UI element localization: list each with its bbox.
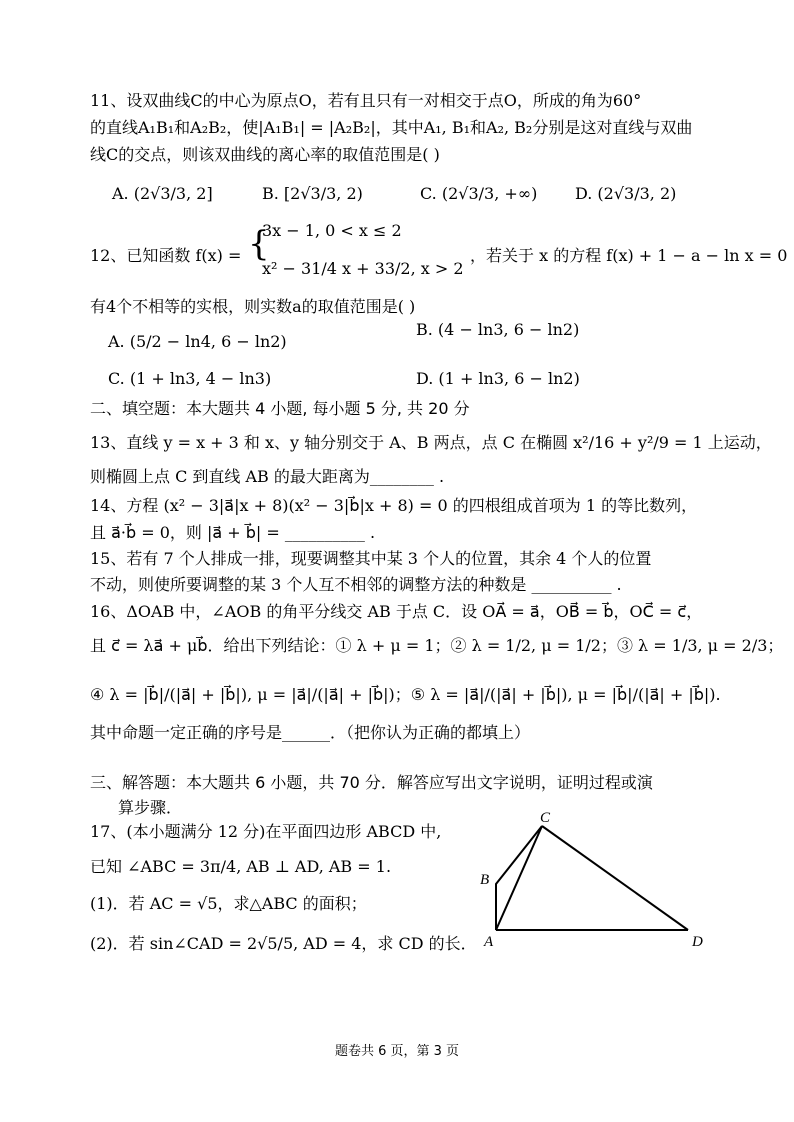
q11-option-b: B. [2√3/3, 2) bbox=[262, 184, 363, 203]
label-c: C bbox=[540, 812, 551, 826]
section-3-heading: 三、解答题：本大题共 6 小题，共 70 分．解答应写出文字说明，证明过程或演 bbox=[90, 773, 653, 792]
q17-line-2: 已知 ∠ABC = 3π/4, AB ⊥ AD, AB = 1. bbox=[90, 857, 392, 876]
q14-line-2: 且 a⃗·b⃗ = 0，则 |a⃗ + b⃗| = __________ . bbox=[90, 523, 376, 542]
q14-line-1: 14、方程 (x² − 3|a⃗|x + 8)(x² − 3|b⃗|x + 8) = 0 的四根组成首项为 1 的等比数列， bbox=[90, 496, 698, 515]
q17-line-1: 17、(本小题满分 12 分)在平面四边形 ABCD 中, bbox=[90, 822, 442, 841]
q11-line-1: 11、设双曲线C的中心为原点O，若有且只有一对相交于点O，所成的角为60° bbox=[90, 91, 642, 110]
q11-line-3: 线C的交点，则该双曲线的离心率的取值范围是( ) bbox=[90, 145, 440, 164]
q13-line-1: 13、直线 y = x + 3 和 x、y 轴分别交于 A、B 两点，点 C 在椭圆 x²/16 + y²/9 = 1 上运动， bbox=[90, 433, 772, 452]
page-footer: 题卷共 6 页，第 3 页 bbox=[334, 1044, 460, 1059]
q12-case-1: 3x − 1, 0 < x ≤ 2 bbox=[262, 221, 402, 240]
q12-equation: ，若关于 x 的方程 f(x) + 1 − a − ln x = 0 bbox=[470, 246, 788, 265]
q12-option-c: C. (1 + ln3, 4 − ln3) bbox=[108, 369, 272, 388]
q16-line-3: ④ λ = |b⃗|/(|a⃗| + |b⃗|), μ = |a⃗|/(|a⃗| + |b⃗|)；⑤ λ = |a⃗|/(|a⃗| + |b⃗|), μ = |b⃗|/(|a⃗| + |b⃗|). bbox=[90, 685, 721, 704]
section-3-heading-cont: 算步骤． bbox=[118, 798, 183, 817]
q12-brace: { bbox=[248, 224, 270, 264]
q12-intro: 12、已知函数 f(x) = bbox=[90, 246, 242, 265]
q13-line-2: 则椭圆上点 C 到直线 AB 的最大距离为________ . bbox=[90, 467, 445, 486]
q16-line-4: 其中命题一定正确的序号是______．（把你认为正确的都填上） bbox=[90, 723, 531, 742]
q16-line-1: 16、ΔOAB 中，∠AOB 的角平分线交 AB 于点 C．设 OA⃗ = a⃗，OB⃗ = b⃗，OC⃗ = c⃗， bbox=[90, 602, 703, 621]
label-b: B bbox=[480, 872, 490, 888]
q15-line-1: 15、若有 7 个人排成一排，现要调整其中某 3 个人的位置，其余 4 个人的位置 bbox=[90, 549, 652, 568]
q11-option-d: D. (2√3/3, 2) bbox=[575, 184, 677, 203]
q11-line-2: 的直线A₁B₁和A₂B₂，使|A₁B₁| = |A₂B₂|，其中A₁, B₁和A₂, B₂分别是这对直线与双曲 bbox=[90, 118, 693, 137]
section-2-heading: 二、填空题：本大题共 4 小题, 每小题 5 分, 共 20 分 bbox=[90, 399, 470, 418]
label-a: A bbox=[484, 934, 494, 950]
triangle-abc bbox=[496, 826, 542, 930]
q11-option-c: C. (2√3/3, +∞) bbox=[420, 184, 538, 203]
q12-case-2: x² − 31/4 x + 33/2, x > 2 bbox=[262, 259, 464, 278]
q16-line-2: 且 c⃗ = λa⃗ + μb⃗．给出下列结论：① λ + μ = 1；② λ = 1/2, μ = 1/2；③ λ = 1/3, μ = 2/3； bbox=[90, 636, 784, 655]
segment-cd bbox=[542, 826, 688, 930]
q17-line-4: (2)．若 sin∠CAD = 2√5/5, AD = 4，求 CD 的长． bbox=[90, 934, 477, 953]
label-d: D bbox=[692, 934, 703, 950]
q12-option-a: A. (5/2 − ln4, 6 − ln2) bbox=[108, 332, 287, 351]
q17-line-3: (1)．若 AC = √5，求△ABC 的面积； bbox=[90, 894, 367, 913]
q15-line-2: 不动，则使所要调整的某 3 个人互不相邻的调整方法的种数是 __________ . bbox=[90, 575, 622, 594]
quadrilateral-figure bbox=[470, 812, 710, 952]
q11-option-a: A. (2√3/3, 2] bbox=[112, 184, 213, 203]
q12-option-d: D. (1 + ln3, 6 − ln2) bbox=[416, 369, 580, 388]
q12-line-2: 有4个不相等的实根，则实数a的取值范围是( ) bbox=[90, 297, 416, 316]
q12-option-b: B. (4 − ln3, 6 − ln2) bbox=[416, 320, 580, 339]
